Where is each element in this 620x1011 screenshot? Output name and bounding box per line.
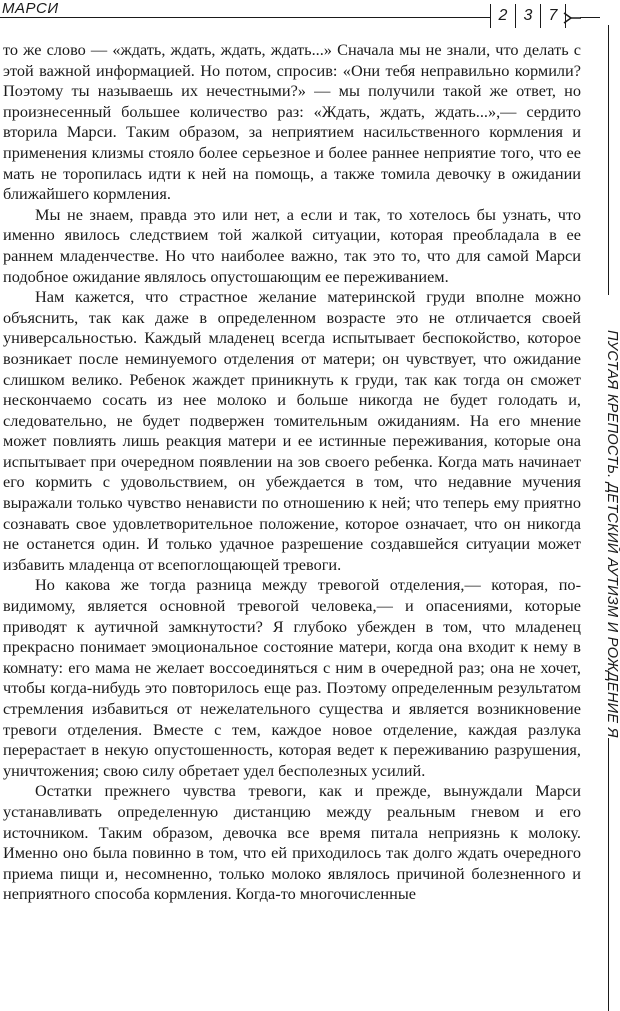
paragraph: то же слово — «ждать, ждать, ждать, ждать...» Сначала мы не знали, что делать с этой важной информацией. Но потом, спросив: «Они тебя неправильно кормили? Поэтому ты называешь их нечестными?» — мы получили такой же ответ, но произнесенный большее количество раз: «Ждать, ждать, ждать...»,— сердито вторила Марси. Таким образом, за неприятием насильственного кормления и применения клизмы стояло более серьезное и более раннее неприятие того, что ее мать не торопилась идти к ней на помощь, а также томила девочку в ожидании ближайшего кормления. (3, 40, 581, 204)
header-rule-right (580, 17, 600, 18)
paragraph: Но какова же тогда разница между тревогой отделения,— которая, по-видимому, является основной тревогой человека,— и опасениями, которые приводят к аутичной замкнутости? Я глубоко убежден в том, что младенец прекрасно понимает эмоциональное состояние матери, когда она входит к нему в комнату: его мама не желает воссоединяться с ним в очередной раз; она не хочет, чтобы когда-нибудь это повторилось еще раз. Поэтому определенным результатом стремления избавиться от нежелательного существа и является возникновение тревоги отделения. Вместе с тем, каждое новое отделение, каждая разлука перерастает в некую опустошенность, которая ведет к переживанию разрушения, уничтожения; свою силу обретает удел бесполезных усилий. (3, 575, 581, 780)
header-ornament-icon (563, 12, 581, 24)
paragraph: Мы не знаем, правда это или нет, а если и так, то хотелось бы узнать, что именно явилось следствием той жалкой ситуации, которая преобладала в ее раннем младенчестве. Но что наиболее важно, так это то, что для самой Марси подобное ожидание являлось опустошающим ее переживанием. (3, 204, 581, 286)
page-digit: 2 (490, 4, 515, 28)
page-body (3, 40, 581, 905)
page-number (490, 4, 566, 28)
paragraph: Нам кажется, что страстное желание материнской груди вполне можно объяснить, так как даже в определенном возрасте это не отличается своей универсальностью. Каждый младенец всегда испытывает беспокойство, которое возникает после неминуемого отделения от матери; он чувствует, что ожидание слишком велико. Ребенок жаждет приникнуть к груди, так как тогда он сможет нескончаемо сосать из нее молоко и больше никогда не будет голодать и, следовательно, не будет подвержен томительным ожиданиям. На его мнение может повлиять лишь реакция матери и ее истинные переживания, которые она испытывает при очередном появлении на зов своего ребенка. Когда мать начинает его кормить с удовольствием, он убеждается в том, что недавние мучения выражали только чувство ненависти по отношению к ней; что теперь ему приятно сознавать свое удовлетворительное положение, которое означает, что он никогда не останется один. И только удачное разрешение создавшейся ситуации может избавить младенца от всепоглощающей тревоги. (3, 287, 581, 574)
header-rule (0, 17, 490, 18)
side-rule-bottom (608, 738, 609, 1011)
page-digit: 3 (515, 4, 540, 28)
book-side-title: ПУСТАЯ КРЕПОСТЬ. ДЕТСКИЙ АУТИЗМ И РОЖДЕНИЕ Я (604, 330, 620, 738)
page-digit: 7 (540, 4, 566, 28)
paragraph: Остатки прежнего чувства тревоги, как и прежде, вынуждали Марси устанавливать определенную дистанцию между реальным гневом и его источником. Таким образом, девочка все время питала неприязнь к молоку. Именно оно была повинно в том, что ей приходилось так долго ждать очередного приема пищи и, несомненно, только молоко являлось причиной болезненного и неприятного способа кормления. Когда-то многочисленные (3, 781, 581, 904)
side-rule-top (608, 25, 609, 295)
running-title: МАРСИ (2, 0, 59, 17)
